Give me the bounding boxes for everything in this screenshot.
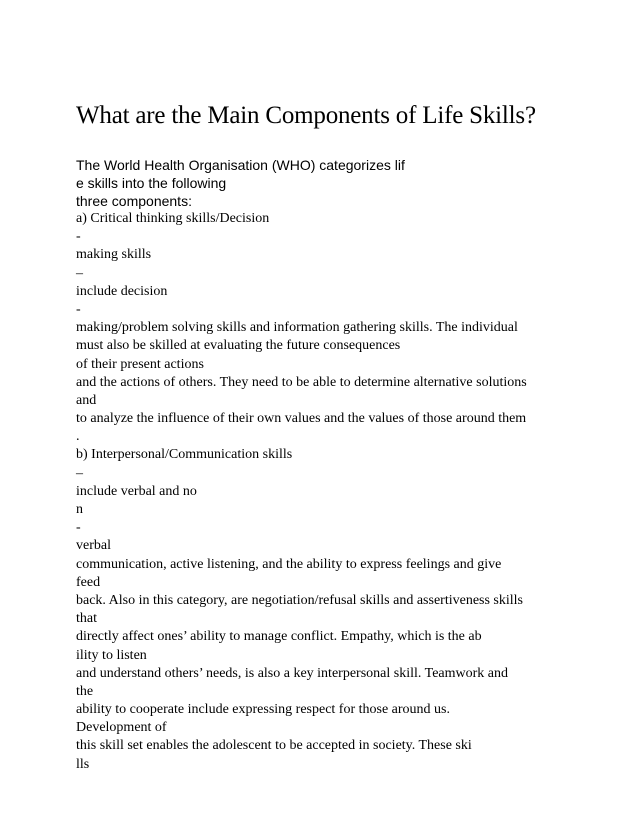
text-line: a) Critical thinking skills/Decision	[76, 211, 270, 226]
intro-paragraph	[76, 156, 405, 210]
text-line: the	[76, 683, 94, 699]
text-line: must also be skilled at evaluating the future consequences	[76, 338, 401, 354]
text-line: verbal	[76, 538, 111, 554]
text-line: directly affect ones’ ability to manage conflict. Empathy, which is the ab	[76, 629, 482, 645]
text-line: The World Health Organisation (WHO) categorizes lif	[76, 157, 405, 173]
text-line: making/problem solving skills and information gathering skills. The individual	[76, 320, 518, 336]
text-line: -	[76, 301, 81, 317]
text-line: e skills into the following	[76, 175, 227, 191]
text-line: that	[76, 611, 97, 627]
body-text	[76, 210, 576, 774]
text-line: making skills	[76, 247, 152, 263]
text-line: and the actions of others. They need to be able to determine alternative solutions	[76, 374, 527, 390]
text-line: b) Interpersonal/Communication skills	[76, 447, 293, 463]
text-line: include verbal and no	[76, 483, 197, 499]
text-line: back. Also in this category, are negotiation/refusal skills and assertiveness skills	[76, 592, 523, 608]
text-line: feed	[76, 574, 101, 590]
text-line: lls	[76, 756, 90, 772]
text-line: to analyze the influence of their own values and the values of those around them	[76, 411, 527, 427]
text-line: include decision	[76, 283, 168, 299]
text-line: and understand others’ needs, is also a key interpersonal skill. Teamwork and	[76, 665, 508, 681]
text-line: this skill set enables the adolescent to be accepted in society. These ski	[76, 738, 472, 754]
text-line: ility to listen	[76, 647, 147, 663]
text-line: n	[76, 502, 83, 517]
text-line: communication, active listening, and the ability to express feelings and give	[76, 556, 502, 572]
text-line: three components:	[76, 193, 192, 209]
text-line: –	[76, 465, 83, 481]
text-line: .	[76, 429, 80, 445]
text-line: -	[76, 229, 81, 245]
text-line: and	[76, 392, 97, 408]
text-line: ability to cooperate include expressing respect for those around us.	[76, 702, 450, 718]
text-line: –	[76, 265, 83, 281]
page-title: What are the Main Components of Life Skills?	[76, 102, 536, 129]
text-line: Development of	[76, 720, 167, 736]
text-line: of their present actions	[76, 356, 204, 372]
text-line: -	[76, 520, 81, 536]
